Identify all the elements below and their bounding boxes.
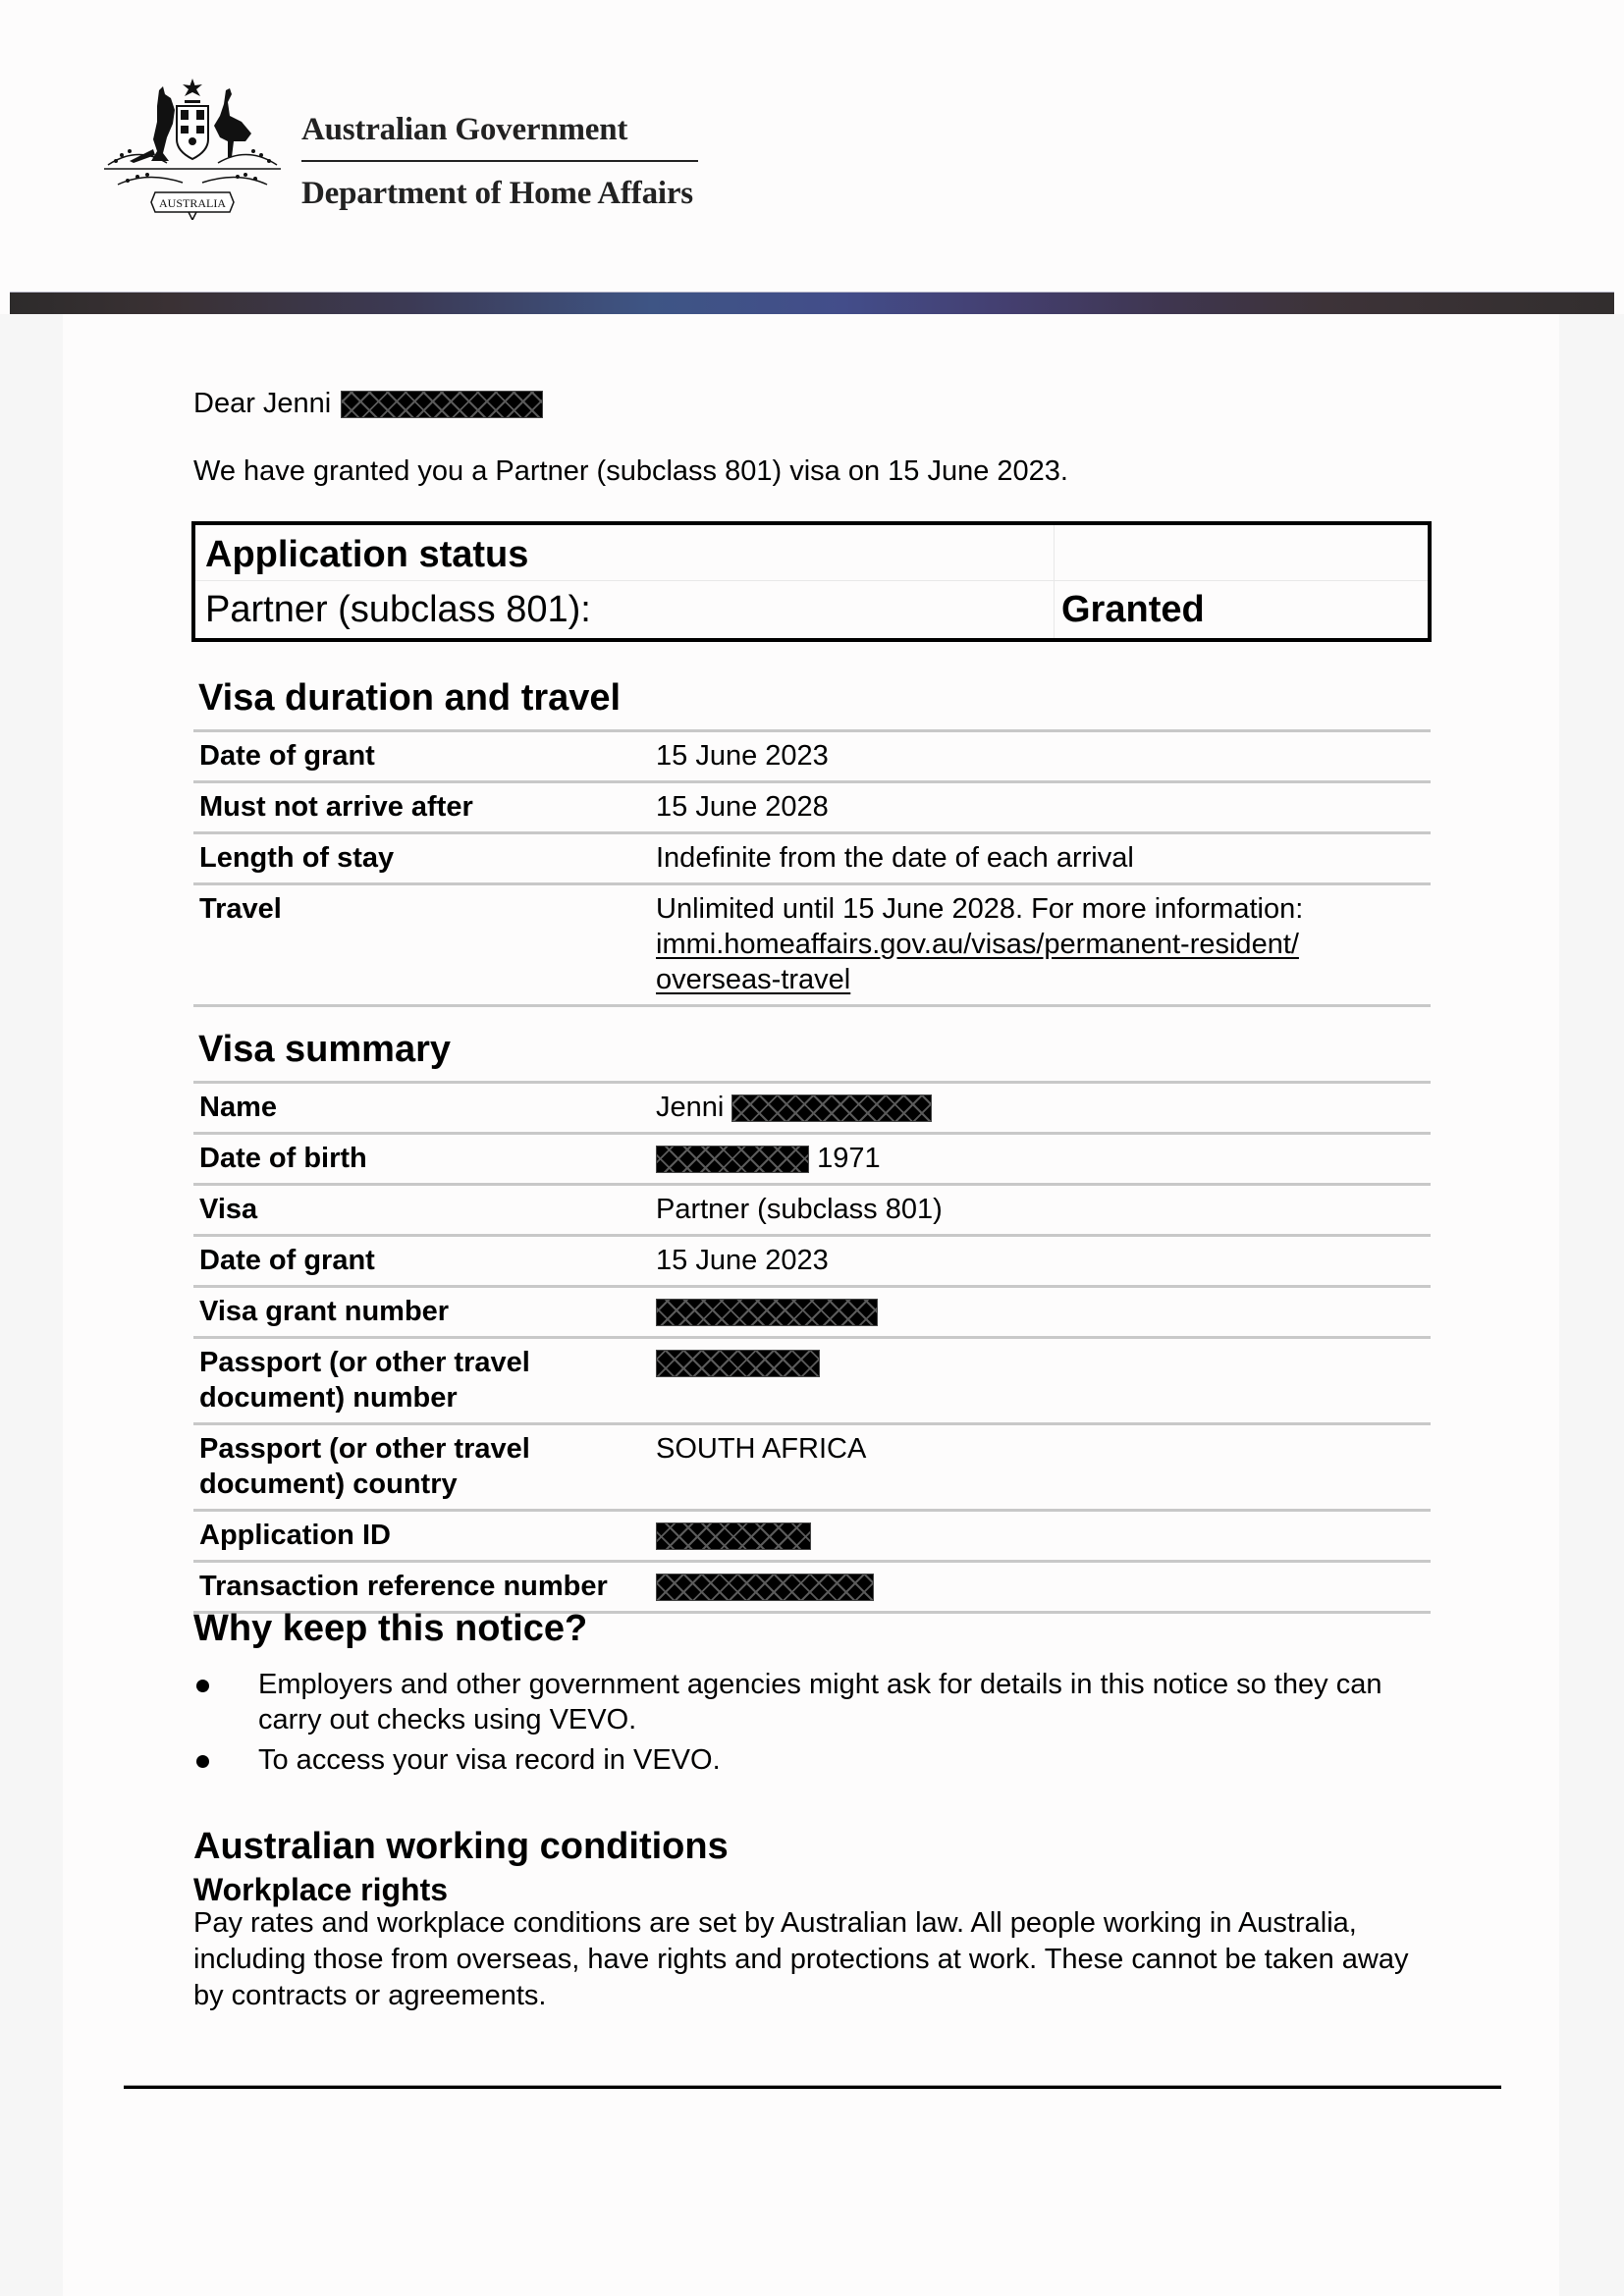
redacted-transaction-reference: [656, 1574, 874, 1601]
redacted-birth-day-month: [656, 1146, 809, 1173]
bullet-icon: [196, 1680, 209, 1692]
row-value: [656, 1339, 1431, 1422]
svg-text:AUSTRALIA: AUSTRALIA: [159, 196, 226, 210]
table-row: [193, 732, 1431, 783]
row-label: Passport (or other travel document) country: [199, 1433, 530, 1500]
table-row: [193, 1339, 1431, 1425]
status-row-divider: [195, 580, 1428, 581]
table-row: [193, 885, 1431, 1007]
redacted-surname: [731, 1095, 932, 1122]
salutation: [193, 386, 543, 421]
redacted-visa-grant-number: [656, 1299, 878, 1326]
why-keep-list: [193, 1667, 1431, 1783]
table-row: [193, 834, 1431, 885]
application-status-title: Application status: [205, 534, 529, 575]
bullet-icon: [196, 1755, 209, 1768]
table-row: [193, 1186, 1431, 1237]
table-row: [193, 1084, 1431, 1135]
redacted-application-id: [656, 1522, 811, 1550]
department-name: Department of Home Affairs: [301, 176, 693, 211]
list-item: [193, 1667, 1431, 1737]
grant-intro: We have granted you a Partner (subclass 801) visa on 15 June 2023.: [193, 455, 1068, 487]
row-label: Passport (or other travel document) number: [199, 1347, 530, 1414]
list-item-text: Employers and other government agencies might ask for details in this notice so they can carry out checks using VEVO.: [258, 1669, 1382, 1735]
row-label: Visa grant number: [199, 1296, 450, 1327]
application-status-box: [191, 521, 1432, 642]
footer-divider: [124, 2085, 1501, 2089]
header-banner: [10, 292, 1614, 314]
visa-duration-table: [193, 729, 1431, 1007]
workplace-rights-paragraph: Pay rates and workplace conditions are set by Australian law. All people working in Australia, including those from overseas, have rights and protections at work. These cannot be taken away by contracts or agreements.: [193, 1907, 1409, 2011]
section-heading-working-conditions: Australian working conditions: [193, 1826, 729, 1867]
row-label: Transaction reference number: [199, 1571, 608, 1602]
agency-wordmark: [301, 110, 699, 213]
table-row: [193, 1425, 1431, 1512]
redacted-passport-number: [656, 1350, 820, 1377]
row-value: Indefinite from the date of each arrival: [656, 842, 1134, 874]
row-value: [656, 1512, 1431, 1560]
redacted-surname: [341, 391, 543, 418]
section-heading-visa-duration: Visa duration and travel: [198, 677, 622, 719]
section-heading-visa-summary: Visa summary: [198, 1029, 452, 1070]
application-status-visa: Partner (subclass 801):: [205, 589, 591, 630]
given-name: Jenni: [656, 1092, 725, 1123]
section-heading-why-keep: Why keep this notice?: [193, 1608, 588, 1649]
salutation-text: Dear Jenni: [193, 388, 332, 419]
birth-year: 1971: [817, 1143, 881, 1174]
row-label: Date of grant: [199, 740, 375, 772]
table-row: [193, 1135, 1431, 1186]
page-margin-right: [1559, 314, 1624, 2296]
table-row: [193, 1512, 1431, 1563]
row-value: Partner (subclass 801): [656, 1194, 943, 1225]
visa-summary-table: [193, 1081, 1431, 1614]
overseas-travel-link[interactable]: immi.homeaffairs.gov.au/visas/permanent-resident/ overseas-travel: [656, 929, 1299, 995]
row-value: 15 June 2023: [656, 740, 829, 772]
row-value: 15 June 2028: [656, 791, 829, 823]
row-value: [656, 1084, 1431, 1132]
subheading-workplace-rights: Workplace rights: [193, 1872, 449, 1907]
table-row: [193, 783, 1431, 834]
row-value: [656, 885, 1431, 1004]
row-value: SOUTH AFRICA: [656, 1433, 867, 1465]
list-item-text: To access your visa record in VEVO.: [258, 1744, 721, 1776]
commonwealth-coat-of-arms-icon: [98, 77, 287, 220]
row-label: Application ID: [199, 1520, 391, 1551]
list-item: [193, 1742, 1431, 1778]
application-status-value: Granted: [1061, 589, 1205, 630]
table-row: [193, 1288, 1431, 1339]
row-label: Date of birth: [199, 1143, 367, 1174]
row-label: Length of stay: [199, 842, 395, 874]
row-value: [656, 1135, 1431, 1183]
row-label: Name: [199, 1092, 277, 1123]
row-value: 15 June 2023: [656, 1245, 829, 1276]
status-col-divider: [1054, 525, 1055, 638]
row-label: Travel: [199, 893, 282, 925]
row-value: [656, 1288, 1431, 1336]
travel-text: Unlimited until 15 June 2028. For more information:: [656, 893, 1304, 925]
table-row: [193, 1237, 1431, 1288]
row-value: [656, 1563, 1431, 1611]
organization-name: Australian Government: [301, 112, 628, 147]
row-label: Date of grant: [199, 1245, 375, 1276]
row-label: Must not arrive after: [199, 791, 473, 823]
row-label: Visa: [199, 1194, 258, 1225]
page-margin-left: [0, 314, 63, 2296]
wordmark-divider: [301, 160, 698, 162]
